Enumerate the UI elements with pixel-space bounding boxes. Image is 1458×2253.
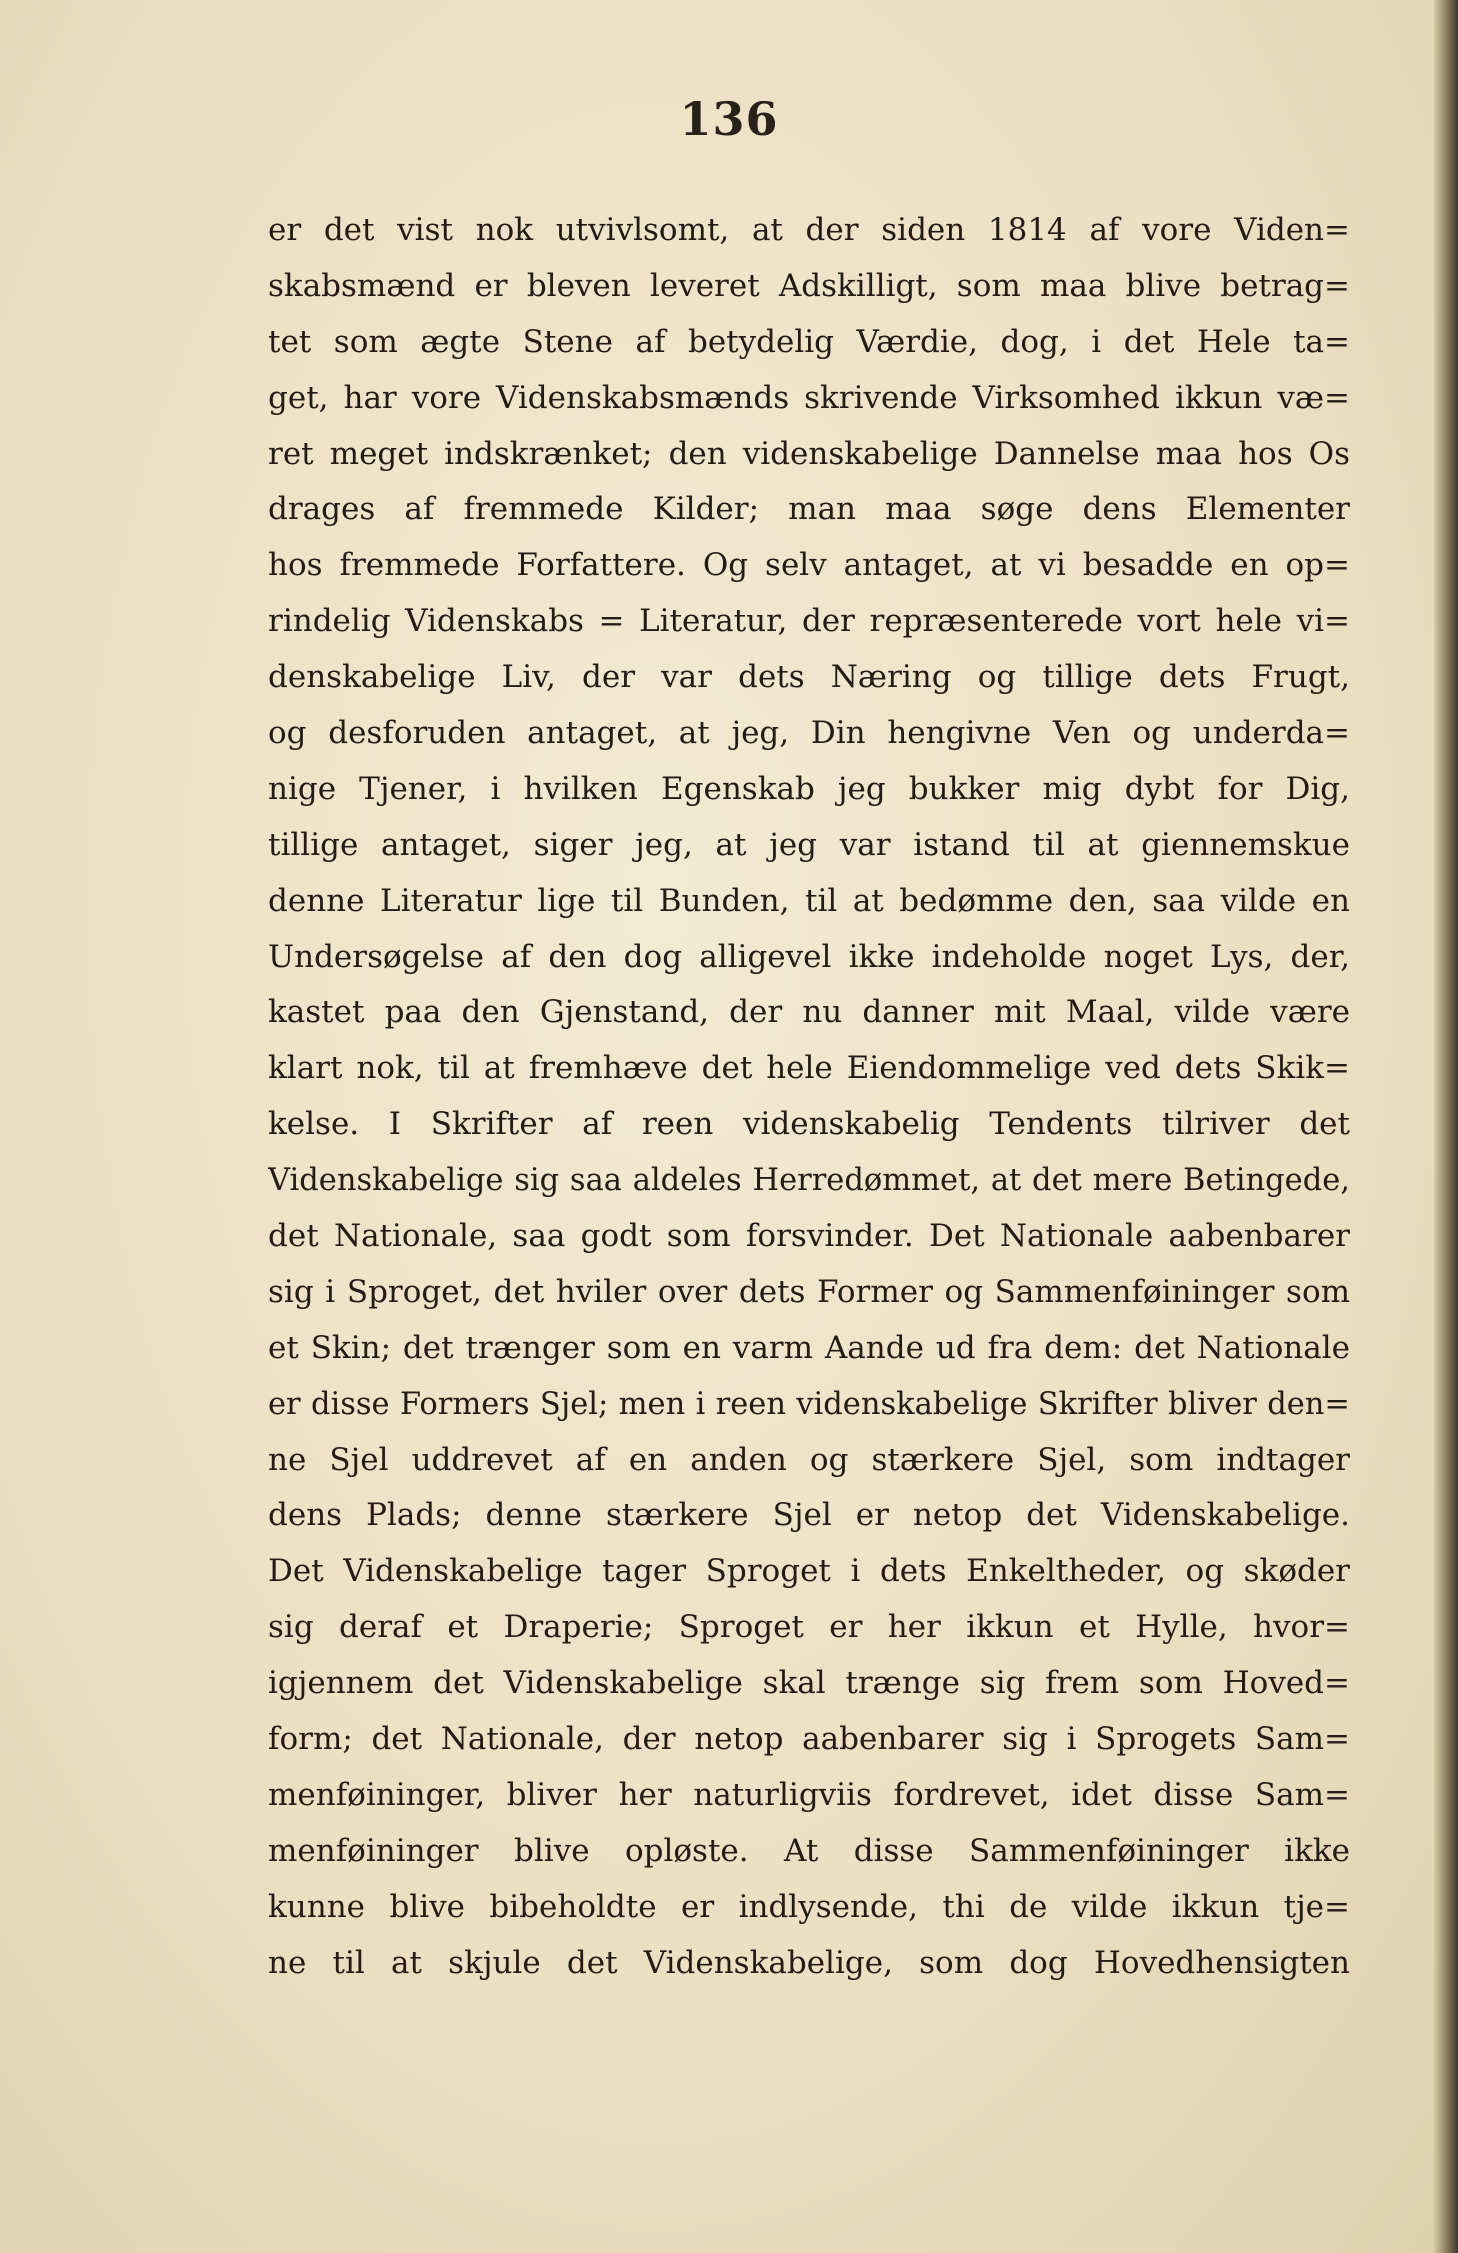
text-line: tillige antaget, siger jeg, at jeg var istand til at giennemskue xyxy=(268,826,1350,863)
text-line: get, har vore Videnskabsmænds skrivende Virksomhed ikkun væ= xyxy=(268,379,1350,416)
text-line: ne Sjel uddrevet af en anden og stærkere Sjel, som indtager xyxy=(268,1441,1350,1478)
body-text xyxy=(268,203,1350,1992)
page-gutter-shadow xyxy=(1434,0,1458,2253)
text-line: form; det Nationale, der netop aabenbarer sig i Sprogets Sam= xyxy=(268,1721,1350,1758)
text-line: og desforuden antaget, at jeg, Din hengivne Ven og underda= xyxy=(268,715,1350,752)
text-line: tet som ægte Stene af betydelig Værdie, dog, i det Hele ta= xyxy=(268,323,1350,360)
text-line: klart nok, til at fremhæve det hele Eiendommelige ved dets Skik= xyxy=(268,1050,1350,1087)
text-line: Det Videnskabelige tager Sproget i dets Enkeltheder, og skøder xyxy=(268,1553,1350,1590)
text-line: kunne blive bibeholdte er indlysende, thi de vilde ikkun tje= xyxy=(268,1888,1350,1925)
text-line: er disse Formers Sjel; men i reen videnskabelige Skrifter bliver den= xyxy=(268,1386,1350,1422)
text-line: det Nationale, saa godt som forsvinder. Det Nationale aabenbarer xyxy=(268,1218,1350,1255)
text-line: kastet paa den Gjenstand, der nu danner mit Maal, vilde være xyxy=(268,994,1350,1031)
text-line: kelse. I Skrifter af reen videnskabelig Tendents tilriver det xyxy=(268,1106,1350,1143)
text-line: ne til at skjule det Videnskabelige, som dog Hovedhensigten xyxy=(268,1944,1350,1981)
text-line: drages af fremmede Kilder; man maa søge dens Elementer xyxy=(268,491,1350,528)
text-line: et Skin; det trænger som en varm Aande ud fra dem: det Nationale xyxy=(268,1329,1350,1366)
text-line: hos fremmede Forfattere. Og selv antaget, at vi besadde en op= xyxy=(268,547,1350,584)
text-line: Videnskabelige sig saa aldeles Herredømmet, at det mere Betingede, xyxy=(268,1163,1350,1199)
text-line: nige Tjener, i hvilken Egenskab jeg bukker mig dybt for Dig, xyxy=(268,770,1350,807)
text-line: rindelig Videnskabs = Literatur, der repræsenterede vort hele vi= xyxy=(268,603,1350,640)
text-line: sig i Sproget, det hviler over dets Former og Sammenføininger som xyxy=(268,1273,1350,1310)
text-line: er det vist nok utvivlsomt, at der siden 1814 af vore Viden= xyxy=(268,212,1350,248)
text-line: skabsmænd er bleven leveret Adskilligt, som maa blive betrag= xyxy=(268,267,1350,304)
page-number: 136 xyxy=(679,92,779,146)
text-line: menføininger blive opløste. At disse Sammenføininger ikke xyxy=(268,1832,1350,1869)
text-line: denskabelige Liv, der var dets Næring og tillige dets Frugt, xyxy=(268,659,1350,696)
text-line: Undersøgelse af den dog alligevel ikke indeholde noget Lys, der, xyxy=(268,938,1350,975)
text-line: ret meget indskrænket; den videnskabelige Dannelse maa hos Os xyxy=(268,435,1350,472)
text-line: denne Literatur lige til Bunden, til at bedømme den, saa vilde en xyxy=(268,882,1350,919)
text-line: sig deraf et Draperie; Sproget er her ikkun et Hylle, hvor= xyxy=(268,1609,1350,1646)
text-line: menføininger, bliver her naturligviis fordrevet, idet disse Sam= xyxy=(268,1776,1350,1813)
text-line: igjennem det Videnskabelige skal trænge sig frem som Hoved= xyxy=(268,1665,1350,1702)
text-line: dens Plads; denne stærkere Sjel er netop det Videnskabelige. xyxy=(268,1497,1350,1534)
